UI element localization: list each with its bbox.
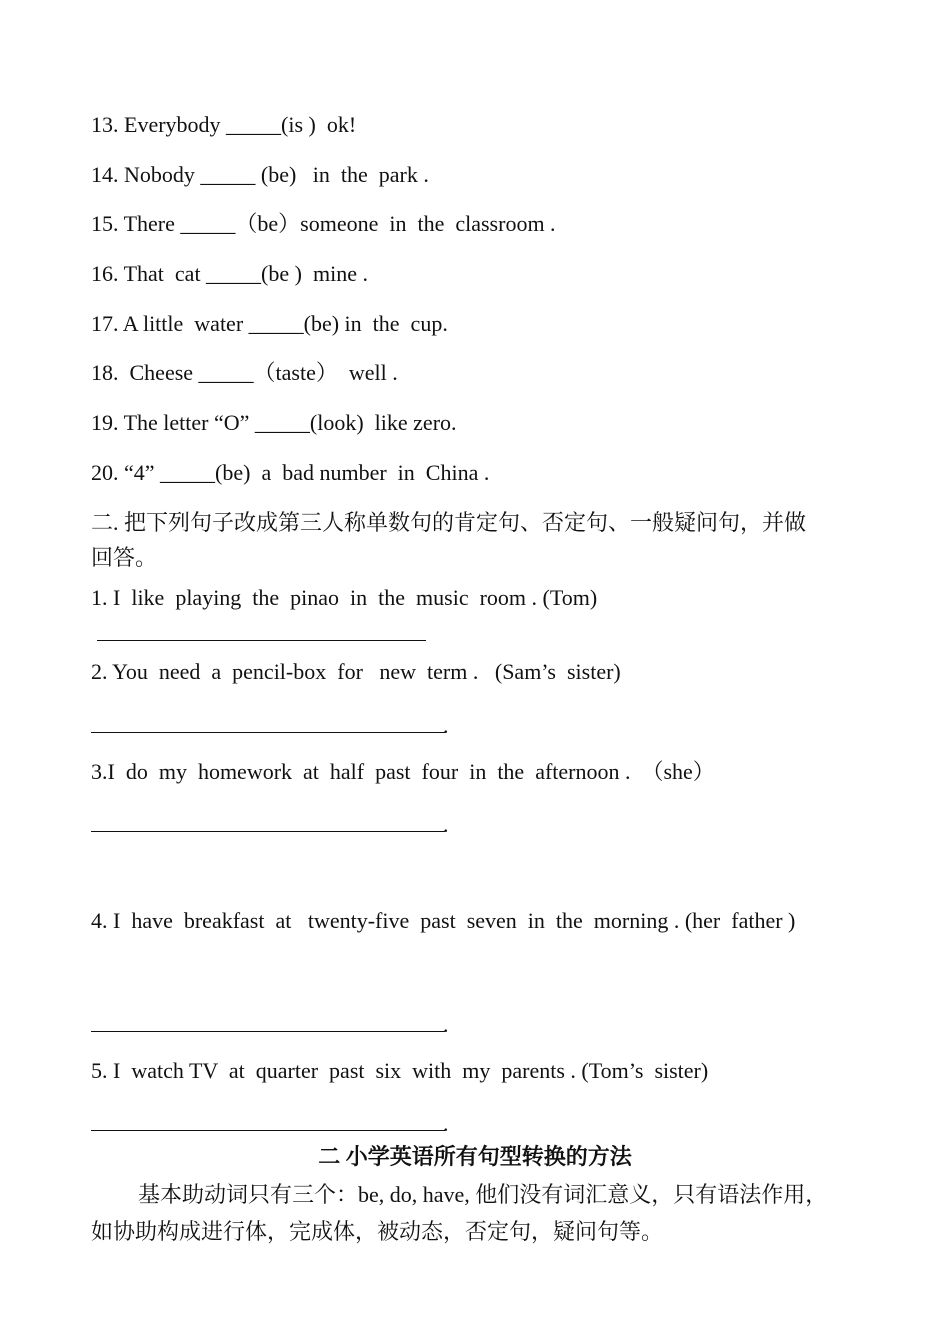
answer-blank-1[interactable] (97, 640, 426, 641)
answer-blank-5[interactable] (91, 1130, 445, 1131)
transform-item-1: 1. I like playing the pinao in the music room . (Tom) (91, 585, 598, 610)
answer-end-mark: . (443, 1111, 449, 1136)
section-3-title: 二 小学英语所有句型转换的方法 (318, 1144, 632, 1169)
answer-blank-2[interactable] (91, 732, 445, 733)
section-3-paragraph-line-2: 如协助构成进行体，完成体，被动态，否定句，疑问句等。 (91, 1219, 664, 1244)
exercise-14: 14. Nobody _____ (be) in the park . (91, 162, 429, 187)
answer-end-mark: . (443, 1012, 449, 1037)
section-2-heading: 二. 把下列句子改成第三人称单数句的肯定句、否定句、一般疑问句，并做 (91, 510, 807, 535)
exercise-17: 17. A little water _____(be) in the cup. (91, 311, 448, 336)
transform-item-2: 2. You need a pencil-box for new term . (Sam’s sister) (91, 659, 621, 684)
section-3-paragraph-line-1: 基本助动词只有三个：be, do, have, 他们没有词汇意义，只有语法作用， (138, 1182, 828, 1207)
exercise-13: 13. Everybody _____(is ) ok! (91, 112, 357, 137)
exercise-19: 19. The letter “O” _____(look) like zero. (91, 410, 457, 435)
answer-blank-3[interactable] (91, 831, 445, 832)
transform-item-4: 4. I have breakfast at twenty-five past seven in the morning . (her father ) (91, 908, 796, 933)
answer-blank-4[interactable] (91, 1031, 445, 1032)
transform-item-5: 5. I watch TV at quarter past six with my parents . (Tom’s sister) (91, 1058, 709, 1083)
exercise-16: 16. That cat _____(be ) mine . (91, 261, 368, 286)
transform-item-3: 3.I do my homework at half past four in the afternoon . （she） (91, 759, 715, 784)
exercise-15: 15. There _____（be）someone in the classroom . (91, 211, 556, 236)
exercise-20: 20. “4” _____(be) a bad number in China . (91, 460, 490, 485)
answer-end-mark: . (443, 812, 449, 837)
section-2-heading-cont: 回答。 (91, 545, 158, 570)
exercise-18: 18. Cheese _____（taste） well . (91, 360, 398, 385)
answer-end-mark: . (443, 713, 449, 738)
